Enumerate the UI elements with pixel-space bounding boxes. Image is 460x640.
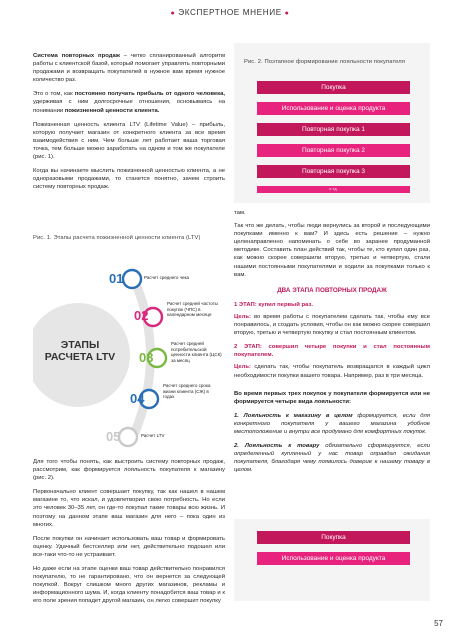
bar-etc: и т.д. (257, 186, 410, 193)
paragraph: Когда вы начинаете мыслить пожизненной ценностью клиента, а не одноразовыми продажами, то станется понятно, зачем строить систему повторных продаж. (33, 168, 225, 191)
bar-usage: Использование и оценка продукта (257, 552, 410, 565)
paragraph: Во время первых трех покупок у покупателя формируется или не формируется четыре вида лояльности: (234, 390, 430, 405)
paragraph: Пожизненная ценность клиента LTV (Lifetime Value) – прибыль, которую получает магазин от конкретного клиента за все время взаимодействия с ним. Чем больше лет работает ваша торговая точка, тем больше можно заработать на одном и том же покупателе (рис. 1). (33, 121, 225, 161)
step-number: 04 (130, 391, 145, 406)
step-text: Расчет средней потребительской ценности клиента (ЦСК) за месяц (171, 341, 222, 363)
paragraph: Цель: во время работы с покупателем сделать так, чтобы ему все понравилось, и создать условия, чтобы он как можно скорее совершил вторую, третью и четвертую покупку и стал постоянным клиентом. (234, 313, 430, 337)
figure-title: Рис. 1. Этапы расчета пожизненной ценности клиента (LTV) (33, 235, 201, 241)
paragraph: После покупки он начинает использовать ваш товар и формировать оценку. Удачный бестселлер или нет, действительно подошел или все-таки что-то не устраивает. (33, 535, 225, 558)
step-ring-01 (123, 270, 141, 288)
step-number: 05 (106, 429, 121, 444)
step-number: 01 (109, 271, 124, 286)
figure-title: Рис. 2. Поэтапное формирование лояльности покупателя (244, 59, 405, 65)
bar-repeat-1: Повторная покупка 1 (257, 123, 410, 136)
step-ring-05 (119, 428, 137, 446)
bar-repeat-3: Повторная покупка 3 (257, 165, 410, 178)
figure-loyalty-bars-cont (234, 519, 430, 601)
paragraph: Система повторных продаж – четко спланированный алгоритм работы с клиентской базой, который помогает управлять повторными продажами и возвращать покупателей в нужное вам время нужное количество раз. (33, 53, 225, 84)
paragraph: Для того чтобы понять, как выстроить систему повторных продаж, рассмотрим, как формируется лояльность покупателя к магазину (рис. 2). (33, 459, 225, 482)
stage-2-heading: 2 ЭТАП: совершил четыре покупки и стал постоянным покупателем. (234, 344, 430, 359)
step-number: 02 (134, 308, 149, 323)
step-text: Расчет средней частоты покупок (ЧПС) в календарном месяце (167, 301, 218, 318)
paragraph: Но даже если на этапе оценки ваш товар действительно понравился покупателю, то не гарантировано, что он вернется за следующей покупкой. Вокруг слишком много других магазинов, рекламы и информационного шума. И, когда клиенту понадобится ваш товар и к его поле зрения попадет другой магазин, он легко совершит покупку (33, 566, 225, 605)
section-title: ЭКСПЕРТНОЕ МНЕНИЕ (178, 8, 282, 17)
bar-repeat-2: Повторная покупка 2 (257, 144, 410, 157)
bar-purchase: Покупка (257, 531, 410, 544)
loyalty-bars (257, 81, 410, 196)
bullet-icon: ● (284, 10, 290, 17)
paragraph: Первоначально клиент совершает покупку, так как нашел в нашем магазине то, что искал, и удовлетворил свою потребность. Но если это человек 30–35 лет, он где-то покупал такие товары всю жизнь. И поэтому на данном этапе ваш магазин для него – пока один из многих. (33, 489, 225, 528)
step-text: Расчет среднего чека (144, 275, 190, 280)
paragraph: Цель: сделать так, чтобы покупатель возвращался в каждый цикл необходимости покупки вашего товара. Например, раз в три месяца. (234, 364, 430, 379)
column-right (234, 209, 430, 474)
loyalty-bars (257, 531, 410, 571)
paragraph: Это о том, как постоянно получать прибыль от одного человека, удерживая с ним долгосрочные отношения, основываясь на понимании пожизненной ценности клиента. (33, 91, 226, 114)
center-label: ЭТАПЫ РАСЧЕТА LTV (44, 339, 116, 363)
figure-loyalty-stages (234, 43, 430, 203)
list-item: 1. Лояльность к магазину в целом формируется, если для конкретного покупателя у вашего магазина удобное местоположение и внутри все продумано для комфортных покупок. (234, 412, 430, 435)
step-text: Расчет LTV (141, 433, 165, 438)
column-left-top (33, 52, 225, 191)
bar-purchase: Покупка (257, 81, 410, 94)
page-number: 57 (434, 619, 443, 628)
section-header (0, 8, 460, 17)
stages-title: ДВА ЭТАПА ПОВТОРНЫХ ПРОДАЖ (277, 286, 387, 294)
step-number: 03 (139, 350, 154, 365)
paragraph: Так что же делать, чтобы люди вернулись за второй и последующими покупками именно к вам? И здесь есть решение – нужно целенаправленно напоминать о себе во заранее продуманной методике. Составить план действий так, чтобы те, кто купил один раз, как можно скорее совершили вторую, третью и четвертую, стали нашими постоянными покупателями и ходили за покупками только к вам. (234, 223, 430, 278)
list-item: 2. Лояльность к товару обязательно сформируется, если определенный купленный у нас товар оправдал ожидания покупателя, благодаря чему появилось доверие к нашему товару в целом. (234, 443, 430, 474)
stage-1-heading: 1 ЭТАП: купил первый раз. (234, 301, 313, 308)
paragraph: там. (234, 210, 246, 216)
bar-usage: Использование и оценка продукта (257, 102, 410, 115)
column-left-bottom (33, 458, 225, 606)
bullet-icon: ● (170, 10, 176, 17)
step-text: Расчет среднего срока жизни клиента (СЖ) в годах (163, 383, 211, 400)
